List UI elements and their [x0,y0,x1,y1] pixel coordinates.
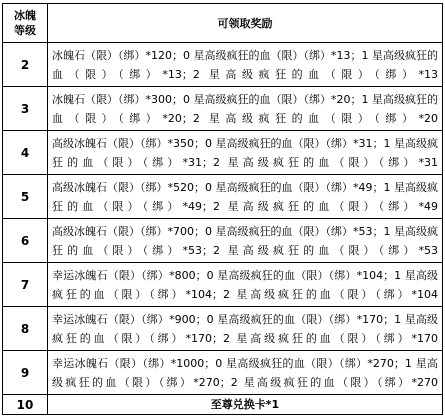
table-row [3,131,443,175]
reward-cell: 至尊兑换卡*1 [48,395,443,415]
level-cell: 8 [3,307,48,351]
level-cell: 7 [3,263,48,307]
table-row [3,263,443,307]
reward-cell: 高级冰魄石（限）（绑）*350；0 星高级疯狂的血（限）（绑）*31；1 星高级疯狂的血（限）（绑）*31；2 星高级疯狂的血（限）（绑）*31 [48,131,443,175]
table-header-row [3,4,443,43]
table-row [3,87,443,131]
level-cell: 3 [3,87,48,131]
reward-cell: 幸运冰魄石（限）（绑）*1000；0 星高级疯狂的血（限）（绑）*270；1 星高级疯狂的血（限）（绑）*270；2 星高级疯狂的血（限）（绑）*270 [48,351,443,395]
reward-cell: 冰魄石（限）（绑）*300；0 星高级疯狂的血（限）（绑）*20；1 星高级疯狂的血（限）（绑）*20；2 星高级疯狂的血（限）（绑）*20 [48,87,443,131]
reward-table [2,3,443,415]
level-cell: 4 [3,131,48,175]
reward-cell: 高级冰魄石（限）（绑）*520；0 星高级疯狂的血（限）（绑）*49；1 星高级疯狂的血（限）（绑）*49；2 星高级疯狂的血（限）（绑）*49 [48,175,443,219]
header-reward: 可领取奖励 [48,4,443,43]
level-cell: 10 [3,395,48,415]
table-row [3,175,443,219]
level-cell: 2 [3,43,48,87]
level-cell: 9 [3,351,48,395]
table-row [3,395,443,415]
table-row [3,43,443,87]
reward-cell: 高级冰魄石（限）（绑）*700；0 星高级疯狂的血（限）（绑）*53；1 星高级疯狂的血（限）（绑）*53；2 星高级疯狂的血（限）（绑）*53 [48,219,443,263]
header-level: 冰魄 等级 [3,4,48,43]
table-row [3,219,443,263]
level-cell: 6 [3,219,48,263]
table-row [3,351,443,395]
reward-cell: 幸运冰魄石（限）（绑）*800；0 星高级疯狂的血（限）（绑）*104；1 星高级疯狂的血（限）（绑）*104；2 星高级疯狂的血（限）（绑）*104 [48,263,443,307]
reward-cell: 冰魄石（限）（绑）*120；0 星高级疯狂的血（限）（绑）*13；1 星高级疯狂的血（限）（绑）*13；2 星高级疯狂的血（限）（绑）*13 [48,43,443,87]
table-row [3,307,443,351]
level-cell: 5 [3,175,48,219]
reward-cell: 幸运冰魄石（限）（绑）*900；0 星高级疯狂的血（限）（绑）*170；1 星高级疯狂的血（限）（绑）*170；2 星高级疯狂的血（限）（绑）*170 [48,307,443,351]
